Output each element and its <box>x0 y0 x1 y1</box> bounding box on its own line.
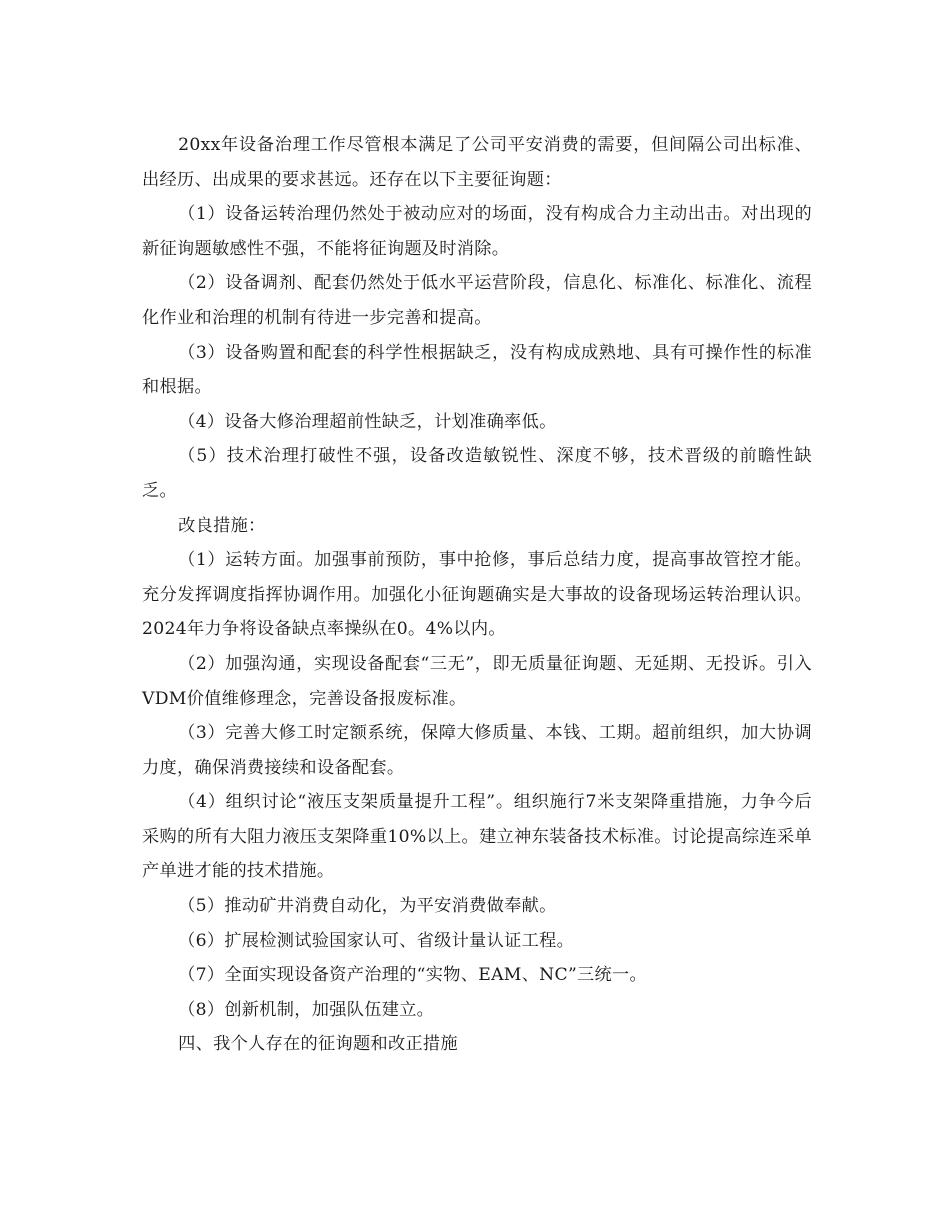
paragraph-problem-3: （3）设备购置和配套的科学性根据缺乏，没有构成成熟地、具有可操作性的标准和根据。 <box>142 342 812 398</box>
paragraph-measure-8: （8）创新机制，加强队伍建立。 <box>178 999 435 1020</box>
document-body <box>142 128 812 1062</box>
paragraph-problem-2: （2）设备调剂、配套仍然处于低水平运营阶段，信息化、标准化、标准化、流程化作业和治理的机制有待进一步完善和提高。 <box>142 273 812 328</box>
paragraph-measures-heading: 改良措施： <box>178 515 266 536</box>
paragraph-measure-6: （6）扩展检测试验国家认可、省级计量认证工程。 <box>178 930 575 951</box>
paragraph-intro: 20xx年设备治理工作尽管根本满足了公司平安消费的需要，但间隔公司出标准、出经历、出成果的要求甚远。还存在以下主要征询题： <box>142 135 812 190</box>
paragraph-measure-7: （7）全面实现设备资产治理的“实物、EAM、NC”三统一。 <box>178 965 648 986</box>
paragraph-measure-1: （1）运转方面。加强事前预防，事中抢修，事后总结力度，提高事故管控才能。充分发挥调度指挥协调作用。加强化小征询题确实是大事故的设备现场运转治理认识。2024年力争将设备缺点率操纵在0。4%以内。 <box>142 550 812 640</box>
section-heading-4: 四、我个人存在的征询题和改正措施 <box>178 1034 458 1055</box>
paragraph-measure-2: （2）加强沟通，实现设备配套“三无”，即无质量征询题、无延期、无投诉。引入VDM价值维修理念，完善设备报废标准。 <box>142 653 812 709</box>
paragraph-problem-4: （4）设备大修治理超前性缺乏，计划准确率低。 <box>178 411 557 432</box>
paragraph-measure-5: （5）推动矿井消费自动化，为平安消费做奉献。 <box>178 896 557 917</box>
paragraph-measure-3: （3）完善大修工时定额系统，保障大修质量、本钱、工期。超前组织，加大协调力度，确保消费接续和设备配套。 <box>142 723 812 778</box>
paragraph-measure-4: （4）组织讨论“液压支架质量提升工程”。组织施行7米支架降重措施，力争今后采购的所有大阻力液压支架降重10%以上。建立神东装备技术标准。讨论提高综连采单产单进才能的技术措施。 <box>142 792 812 882</box>
paragraph-problem-5: （5）技术治理打破性不强，设备改造敏锐性、深度不够，技术晋级的前瞻性缺乏。 <box>142 446 812 501</box>
paragraph-problem-1: （1）设备运转治理仍然处于被动应对的场面，没有构成合力主动出击。对出现的新征询题敏感性不强，不能将征询题及时消除。 <box>142 204 812 259</box>
